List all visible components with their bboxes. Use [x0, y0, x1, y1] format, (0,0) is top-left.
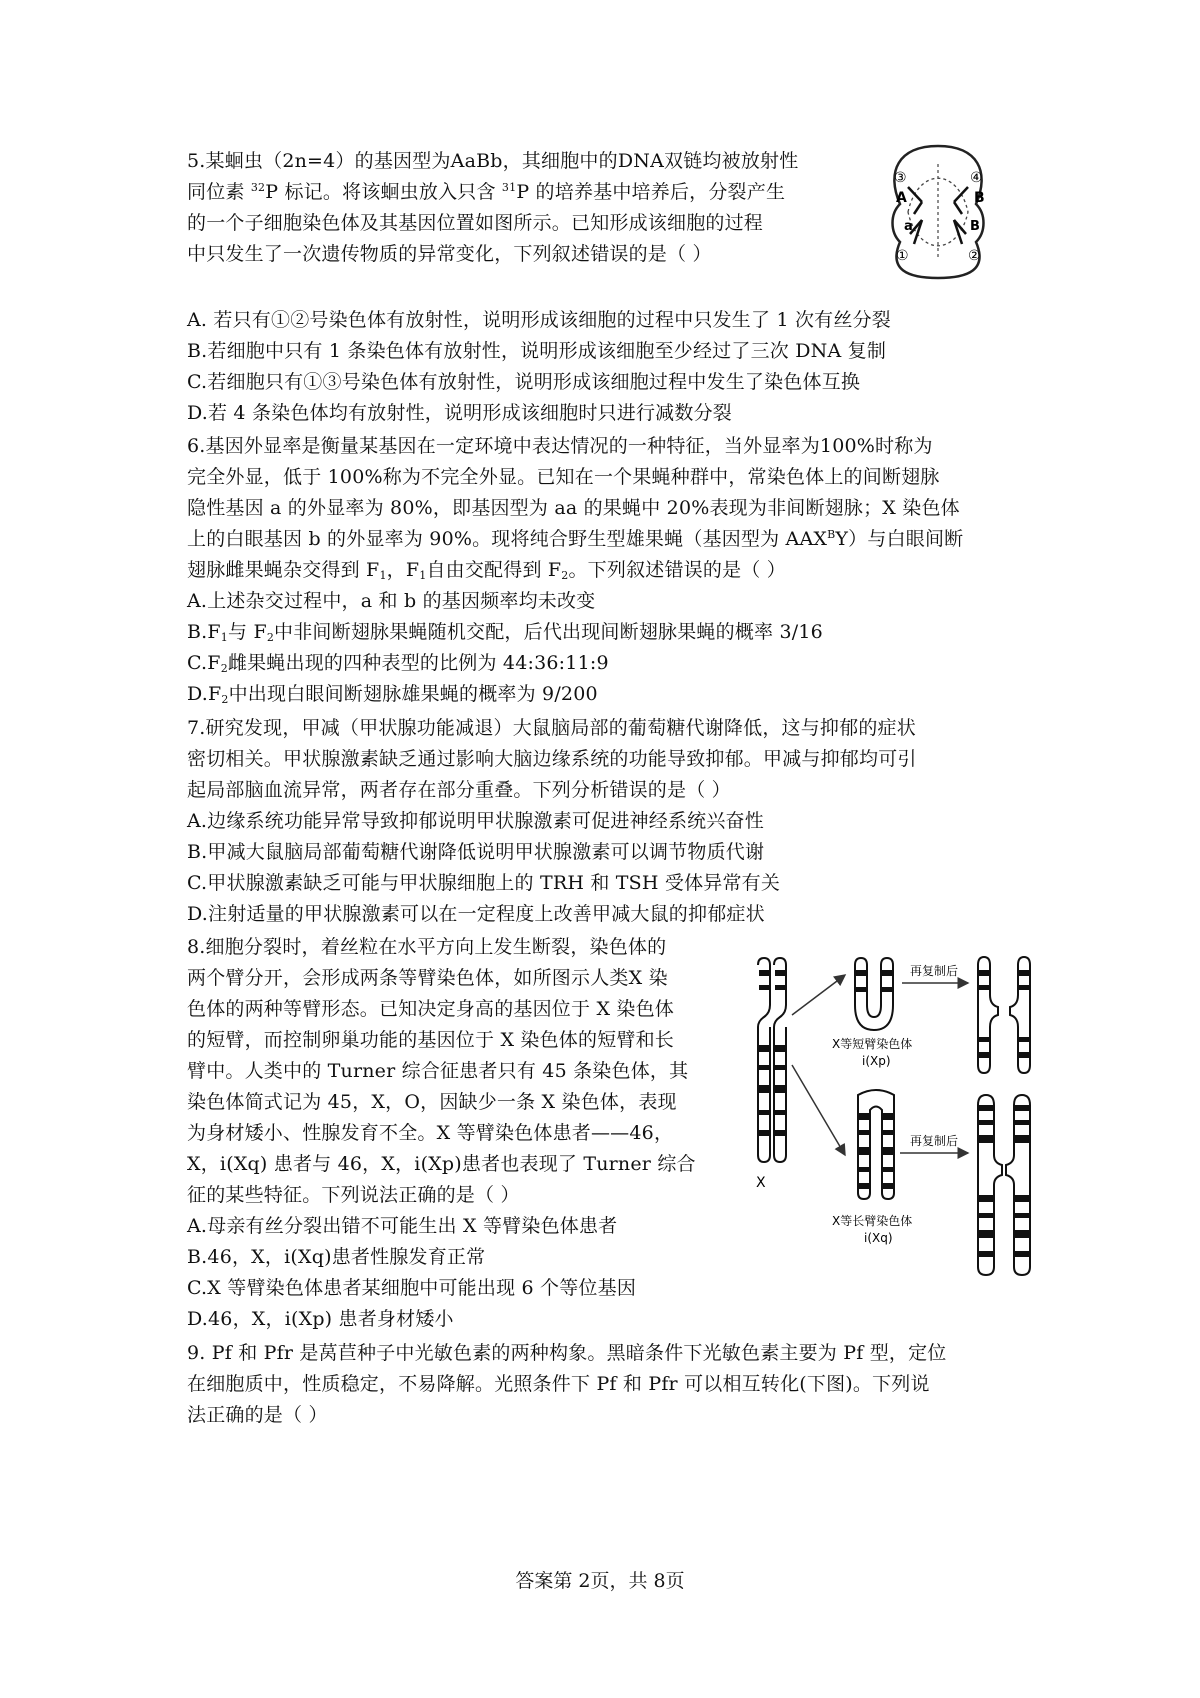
q5-option-d: D.若 4 条染色体均有放射性，说明形成该细胞时只进行减数分裂 [187, 402, 732, 424]
q7-option-b: B.甲减大鼠脑局部葡萄糖代谢降低说明甲状腺激素可以调节物质代谢 [187, 841, 765, 863]
arrow-to-short [792, 975, 845, 1015]
q5-stem-line-2: 同位素 $^{32}$P 标记。将该蛔虫放入只含 $^{31}$P 的培养基中培养后，分裂产生 [187, 181, 786, 203]
q6-stem-line-2: 完全外显，低于 100%称为不完全外显。已知在一个果蝇种群中，常染色体上的间断翅脉 [187, 466, 940, 488]
q8-chromosome-figure [750, 955, 1060, 1280]
q5-cell-figure [878, 142, 998, 282]
short-isochromosome-code: i(Xp) [862, 1054, 891, 1068]
q5-option-a: A. 若只有①②号染色体有放射性，说明形成该细胞的过程中只发生了 1 次有丝分裂 [187, 309, 891, 331]
q7-option-c: C.甲状腺激素缺乏可能与甲状腺细胞上的 TRH 和 TSH 受体异常有关 [187, 872, 781, 894]
q6-option-a: A.上述杂交过程中，a 和 b 的基因频率均未改变 [187, 590, 596, 612]
q5-fig-gene-a: a [904, 219, 913, 234]
q9-stem-line-1: 9. Pf 和 Pfr 是莴苣种子中光敏色素的两种构象。黑暗条件下光敏色素主要为 Pf 型，定位 [187, 1342, 947, 1364]
page-footer: 答案第 2页，共 8页 [515, 1570, 685, 1592]
q5-fig-gene-B-bottom: B [970, 219, 980, 234]
q6-option-d: $D.F_2$中出现白眼间断翅脉雄果蝇的概率为 9/200 [187, 683, 598, 706]
isochromosome-xp-icon [855, 958, 893, 1030]
q5-fig-gene-A: A [896, 190, 907, 206]
q8-stem-line-6: 染色体简式记为 45，X，O，因缺少一条 X 染色体，表现 [187, 1091, 677, 1113]
q8-stem-line-2: 两个臂分开，会形成两条等臂染色体，如所图示人类X 染 [187, 967, 668, 989]
q6-stem-line-4: 上的白眼基因 b 的外显率为 90%。现将纯合野生型雄果蝇（基因型为 $AAX^BY$）与白眼间断 [187, 528, 964, 550]
q6-stem-line-5: 翅脉雌果蝇杂交得到 $F_1$，$F_1$自由交配得到 $F_2$。下列叙述错误的是（ ） [187, 559, 786, 582]
q8-stem-line-8: X，i(Xq) 患者与 46，X，i(Xp)患者也表现了 Turner 综合 [187, 1153, 696, 1175]
q8-stem-line-9: 征的某些特征。下列说法正确的是（ ） [187, 1184, 520, 1206]
replicated-xq-icon [978, 1095, 1030, 1275]
q7-option-a: A.边缘系统功能异常导致抑郁说明甲状腺激素可促进神经系统兴奋性 [187, 810, 764, 832]
q5-stem-line-1: 5.某蛔虫（2n=4）的基因型为AaBb，其细胞中的DNA双链均被放射性 [187, 150, 799, 172]
q6-stem-line-1: 6.基因外显率是衡量某基因在一定环境中表达情况的一种特征，当外显率为100%时称为 [187, 435, 933, 457]
q7-option-d: D.注射适量的甲状腺激素可以在一定程度上改善甲减大鼠的抑郁症状 [187, 903, 765, 925]
isochromosome-xq-icon [858, 1090, 894, 1199]
short-isochromosome-name: X等短臂染色体 [832, 1037, 913, 1051]
q5-option-c: C.若细胞只有①③号染色体有放射性，说明形成该细胞过程中发生了染色体互换 [187, 371, 861, 393]
replication-label-bottom: 再复制后 [910, 1134, 959, 1148]
q9-stem-line-3: 法正确的是（ ） [187, 1404, 328, 1426]
x-chromosome-label: X [756, 1175, 766, 1191]
q5-fig-label-2: ② [968, 248, 981, 264]
q8-stem-line-4: 的短臂，而控制卵巢功能的基因位于 X 染色体的短臂和长 [187, 1029, 675, 1051]
q6-option-b: $B.F_1$与 $F_2$中非间断翅脉果蝇随机交配，后代出现间断翅脉果蝇的概率 3/16 [187, 621, 823, 644]
q8-stem-line-5: 臂中。人类中的 Turner 综合征患者只有 45 条染色体，其 [187, 1060, 689, 1082]
arrow-to-long [792, 1065, 845, 1155]
replication-label-top: 再复制后 [910, 964, 959, 978]
long-isochromosome-name: X等长臂染色体 [832, 1214, 913, 1228]
q8-option-d: D.46，X，i(Xp) 患者身材矮小 [187, 1308, 454, 1330]
q5-fig-label-1: ① [896, 248, 909, 264]
q8-option-b: B.46，X，i(Xq)患者性腺发育正常 [187, 1246, 486, 1268]
long-isochromosome-code: i(Xq) [864, 1231, 893, 1245]
q5-fig-label-3: ③ [894, 170, 907, 186]
q8-option-c: C.X 等臂染色体患者某细胞中可能出现 6 个等位基因 [187, 1277, 637, 1299]
q7-stem-line-3: 起局部脑血流异常，两者存在部分重叠。下列分析错误的是（ ） [187, 779, 731, 801]
q7-stem-line-2: 密切相关。甲状腺激素缺乏通过影响大脑边缘系统的功能导致抑郁。甲减与抑郁均可引 [187, 748, 917, 770]
q5-stem-line-3: 的一个子细胞染色体及其基因位置如图所示。已知形成该细胞的过程 [187, 212, 764, 234]
x-chromosome-icon [758, 958, 786, 1162]
q9-stem-line-2: 在细胞质中，性质稳定，不易降解。光照条件下 Pf 和 Pfr 可以相互转化(下图)。下列说 [187, 1373, 930, 1395]
q8-option-a: A.母亲有丝分裂出错不可能生出 X 等臂染色体患者 [187, 1215, 618, 1237]
q8-stem-line-7: 为身材矮小、性腺发育不全。X 等臂染色体患者——46， [187, 1122, 674, 1144]
q5-option-b: B.若细胞中只有 1 条染色体有放射性，说明形成该细胞至少经过了三次 DNA 复制 [187, 340, 887, 362]
replicated-xp-icon [978, 957, 1030, 1073]
q6-stem-line-3: 隐性基因 a 的外显率为 80%，即基因型为 aa 的果蝇中 20%表现为非间断翅脉；X 染色体 [187, 497, 960, 519]
q8-stem-line-1: 8.细胞分裂时，着丝粒在水平方向上发生断裂，染色体的 [187, 936, 667, 958]
q5-stem-line-4: 中只发生了一次遗传物质的异常变化，下列叙述错误的是（ ） [187, 243, 712, 265]
q8-stem-line-3: 色体的两种等臂形态。已知决定身高的基因位于 X 染色体 [187, 998, 675, 1020]
q6-option-c: $C.F_2$雌果蝇出现的四种表型的比例为 44:36:11:9 [187, 652, 609, 675]
q7-stem-line-1: 7.研究发现，甲减（甲状腺功能减退）大鼠脑局部的葡萄糖代谢降低，这与抑郁的症状 [187, 717, 916, 739]
q5-fig-gene-B-top: B [974, 190, 985, 206]
q5-fig-label-4: ④ [970, 170, 983, 186]
